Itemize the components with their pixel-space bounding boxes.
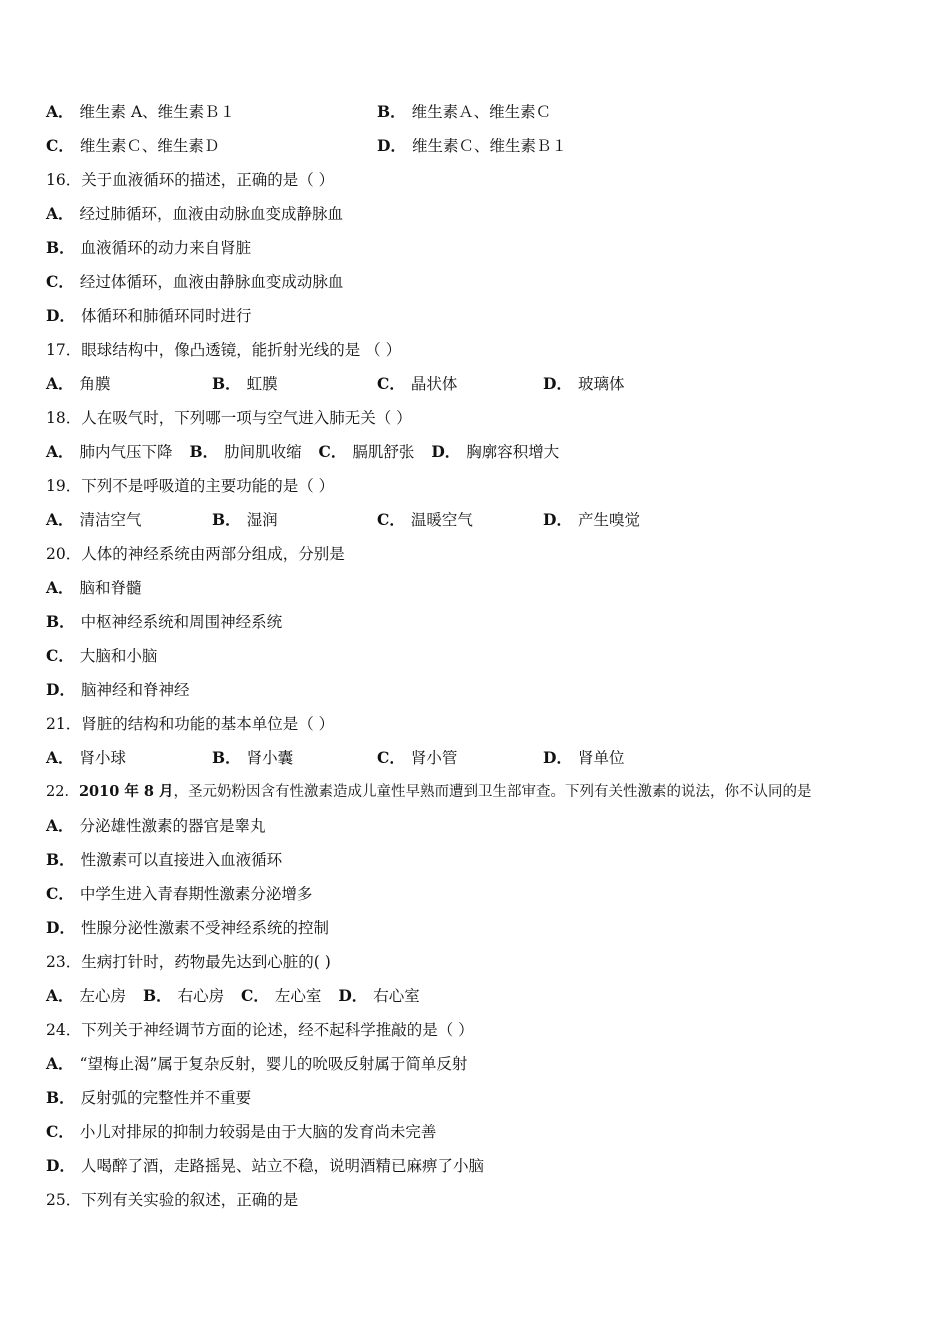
option-21-b: B． 肾小囊 — [212, 748, 294, 767]
option-18-c: C． 膈肌舒张 — [318, 442, 415, 461]
option-18-b: B． 肋间肌收缩 — [189, 442, 302, 461]
question-16-stem: 16．关于血液循环的描述，正确的是（ ） — [46, 171, 335, 189]
option-24-b: B． 反射弧的完整性并不重要 — [46, 1088, 252, 1107]
option-21-c: C． 肾小管 — [377, 748, 458, 767]
option-15-c: C． 维生素Ｃ、维生素Ｄ — [46, 136, 220, 155]
option-21-d: D． 肾单位 — [543, 748, 625, 767]
option-21-a: A． 肾小球 — [46, 748, 127, 767]
option-20-c: C． 大脑和小脑 — [46, 646, 158, 665]
option-23-d: D． 右心室 — [338, 986, 420, 1005]
question-17-stem: 17．眼球结构中，像凸透镜，能折射光线的是 （ ） — [46, 341, 402, 359]
option-22-a: A． 分泌雄性激素的器官是睾丸 — [46, 816, 266, 835]
question-20-stem: 20．人体的神经系统由两部分组成，分别是 — [46, 545, 345, 563]
option-18-row — [46, 442, 559, 462]
option-22-d: D． 性腺分泌性激素不受神经系统的控制 — [46, 918, 329, 937]
option-18-d: D． 胸廓容积增大 — [431, 442, 560, 461]
option-17-b: B． 虹膜 — [212, 374, 278, 393]
option-16-b: B． 血液循环的动力来自肾脏 — [46, 238, 252, 257]
question-21-stem: 21．肾脏的结构和功能的基本单位是（ ） — [46, 715, 335, 733]
option-20-b: B． 中枢神经系统和周围神经系统 — [46, 612, 283, 631]
option-16-a: A． 经过肺循环，血液由动脉血变成静脉血 — [46, 204, 344, 223]
option-24-d: D． 人喝醉了酒，走路摇晃、站立不稳，说明酒精已麻痹了小脑 — [46, 1156, 484, 1175]
option-15-d: D． 维生素Ｃ、维生素Ｂ１ — [377, 136, 567, 155]
option-19-d: D． 产生嗅觉 — [543, 510, 640, 529]
option-16-c: C． 经过体循环，血液由静脉血变成动脉血 — [46, 272, 344, 291]
option-17-d: D． 玻璃体 — [543, 374, 625, 393]
question-23-stem: 23．生病打针时，药物最先达到心脏的( ) — [46, 953, 331, 971]
option-23-c: C． 左心室 — [241, 986, 322, 1005]
question-24-stem: 24．下列关于神经调节方面的论述，经不起科学推敲的是（ ） — [46, 1021, 474, 1039]
option-24-c: C． 小儿对排尿的抑制力较弱是由于大脑的发育尚未完善 — [46, 1122, 437, 1141]
option-23-a: A． 左心房 — [46, 986, 127, 1005]
option-20-d: D． 脑神经和脊神经 — [46, 680, 190, 699]
option-15-a: A． 维生素 A、维生素Ｂ１ — [46, 102, 236, 121]
option-17-a: A． 角膜 — [46, 374, 111, 393]
option-22-b: B． 性激素可以直接进入血液循环 — [46, 850, 283, 869]
option-18-a: A． 肺内气压下降 — [46, 442, 173, 461]
option-20-a: A． 脑和脊髓 — [46, 578, 142, 597]
question-19-stem: 19．下列不是呼吸道的主要功能的是（ ） — [46, 477, 335, 495]
option-22-c: C． 中学生进入青春期性激素分泌增多 — [46, 884, 313, 903]
question-22-stem: 22．2010 年 8 月，圣元奶粉因含有性激素造成儿童性早熟而遭到卫生部审查。下列有关性激素的说法，你不认同的是 — [46, 783, 812, 800]
option-23-row — [46, 986, 420, 1006]
option-19-a: A． 清洁空气 — [46, 510, 142, 529]
question-18-stem: 18．人在吸气时，下列哪一项与空气进入肺无关（ ） — [46, 409, 412, 427]
option-19-c: C． 温暖空气 — [377, 510, 473, 529]
option-15-b: B． 维生素Ａ、维生素Ｃ — [377, 102, 552, 121]
option-24-a: A． “望梅止渴”属于复杂反射，婴儿的吮吸反射属于简单反射 — [46, 1054, 468, 1073]
option-16-d: D． 体循环和肺循环同时进行 — [46, 306, 252, 325]
option-17-c: C． 晶状体 — [377, 374, 458, 393]
option-23-b: B． 右心房 — [142, 986, 225, 1005]
option-19-b: B． 湿润 — [212, 510, 278, 529]
question-25-stem: 25．下列有关实验的叙述，正确的是 — [46, 1191, 299, 1209]
